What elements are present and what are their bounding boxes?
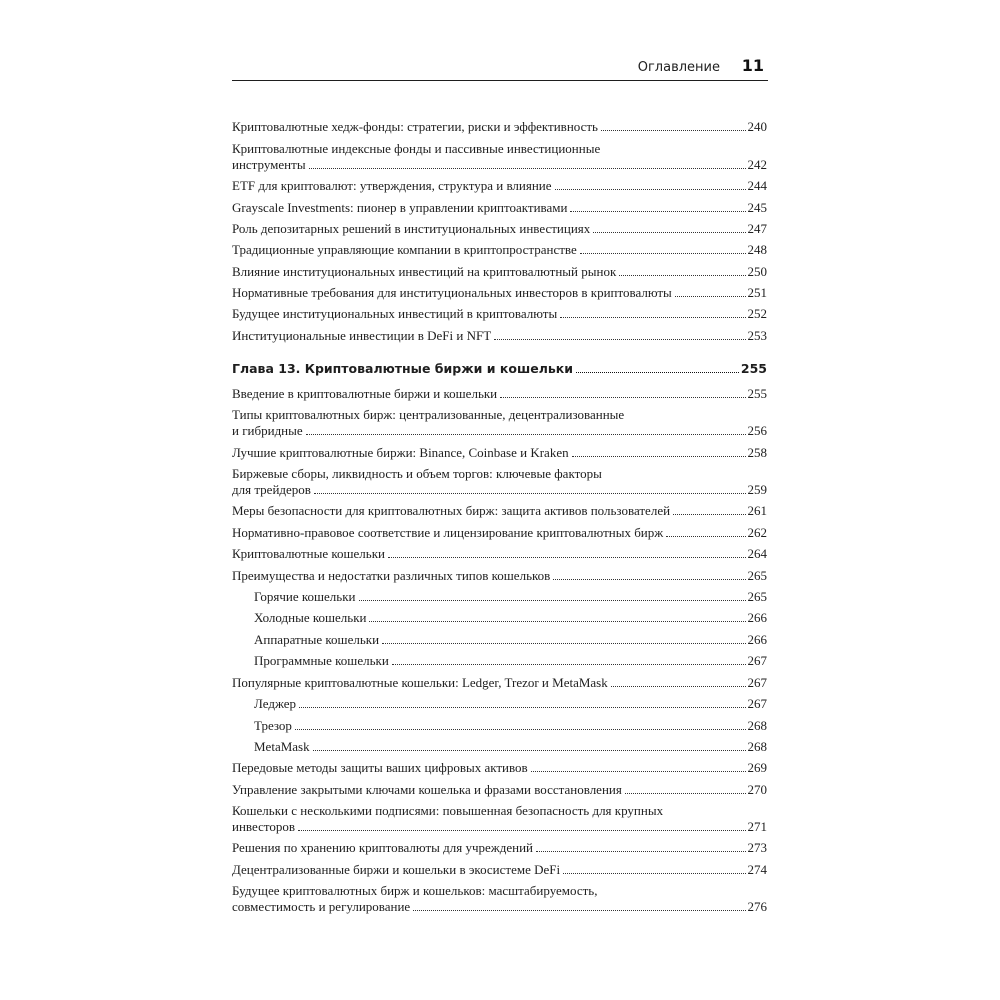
toc-entry-title: Передовые методы защиты ваших цифровых активов xyxy=(232,760,528,775)
toc-page-number: 264 xyxy=(747,546,767,561)
toc-entry-title: Программные кошельки xyxy=(254,653,389,668)
toc-entry xyxy=(232,386,767,402)
toc-entry xyxy=(232,675,767,691)
toc-subentry xyxy=(254,610,767,626)
toc-entry-title: Холодные кошельки xyxy=(254,610,367,625)
dot-leader xyxy=(500,397,745,398)
toc-page-number: 255 xyxy=(747,386,767,401)
dot-leader xyxy=(313,750,746,751)
toc-entry xyxy=(232,840,767,856)
dot-leader xyxy=(619,275,745,276)
toc-entry xyxy=(232,141,767,173)
toc-entry-title: Традиционные управляющие компании в криптопространстве xyxy=(232,242,577,257)
dot-leader xyxy=(580,253,746,254)
toc-page-number: 270 xyxy=(747,782,767,797)
toc-entry-title: Аппаратные кошельки xyxy=(254,632,380,647)
dot-leader xyxy=(593,232,745,233)
dot-leader xyxy=(675,296,746,297)
toc-entry-title: Криптовалютные хедж-фонды: стратегии, риски и эффективность xyxy=(232,119,598,134)
dot-leader xyxy=(572,456,746,457)
toc-page-number: 276 xyxy=(747,899,767,914)
toc-page-number: 253 xyxy=(747,328,767,343)
toc-entry xyxy=(232,264,767,280)
dot-leader xyxy=(298,830,746,831)
toc-entry-title: Популярные криптовалютные кошельки: Ledger, Trezor и MetaMask xyxy=(232,675,608,690)
toc-subentry xyxy=(254,739,767,755)
toc-page-number: 245 xyxy=(747,200,767,215)
toc-page-number: 262 xyxy=(747,525,767,540)
toc-entry-title: совместимость и регулирование xyxy=(232,899,411,914)
dot-leader xyxy=(570,211,745,212)
toc-page-number: 271 xyxy=(747,819,767,834)
toc-subentry xyxy=(254,632,767,648)
toc-page-number: 268 xyxy=(747,739,767,754)
toc-subentry xyxy=(254,718,767,734)
toc-page-number: 256 xyxy=(747,423,767,438)
toc-entry-title: Горячие кошельки xyxy=(254,589,356,604)
toc-entry-title: Grayscale Investments: пионер в управлении криптоактивами xyxy=(232,200,568,215)
toc-entry xyxy=(232,466,767,498)
dot-leader xyxy=(666,536,745,537)
toc-entry xyxy=(232,407,767,439)
toc-entry xyxy=(232,546,767,562)
dot-leader xyxy=(673,514,745,515)
toc-page-number: 268 xyxy=(747,718,767,733)
toc-entry-title: и гибридные xyxy=(232,423,303,438)
toc-entry-title: Криптовалютные кошельки xyxy=(232,546,385,561)
dot-leader xyxy=(309,168,746,169)
toc-page-number: 242 xyxy=(747,157,767,172)
toc-page-number: 252 xyxy=(747,306,767,321)
toc-page-number: 266 xyxy=(747,610,767,625)
toc-page-number: 261 xyxy=(747,503,767,518)
toc-entry xyxy=(232,306,767,322)
toc-entry-title-line: Типы криптовалютных бирж: централизованные, децентрализованные xyxy=(232,407,625,422)
toc-entry xyxy=(232,445,767,461)
toc-page-number: 240 xyxy=(747,119,767,134)
toc-page-number: 273 xyxy=(747,840,767,855)
toc-entry xyxy=(232,503,767,519)
dot-leader xyxy=(555,189,746,190)
toc-entry xyxy=(232,178,767,194)
dot-leader xyxy=(601,130,746,131)
toc-entry-title: Нормативно-правовое соответствие и лицензирование криптовалютных бирж xyxy=(232,525,664,540)
toc-entry-title: Лучшие криптовалютные биржи: Binance, Coinbase и Kraken xyxy=(232,445,569,460)
toc-entry xyxy=(232,221,767,237)
toc-page-number: 259 xyxy=(747,482,767,497)
toc-page-number: 258 xyxy=(747,445,767,460)
dot-leader xyxy=(306,434,746,435)
toc-page-number: 255 xyxy=(740,361,767,376)
dot-leader xyxy=(382,643,745,644)
dot-leader xyxy=(392,664,746,665)
running-header-title: Оглавление xyxy=(637,60,720,75)
toc-entry xyxy=(232,803,767,835)
toc-entry-title: инструменты xyxy=(232,157,306,172)
toc-entry xyxy=(232,119,767,135)
toc-page-number: 267 xyxy=(747,696,767,711)
dot-leader xyxy=(576,372,739,373)
toc-entry xyxy=(232,760,767,776)
running-header xyxy=(232,56,768,81)
toc-entry xyxy=(232,525,767,541)
dot-leader xyxy=(413,910,745,911)
toc-entry-title: Децентрализованные биржи и кошельки в экосистеме DeFi xyxy=(232,862,561,877)
toc-chapter-heading xyxy=(232,361,767,377)
toc-page-number: 267 xyxy=(747,653,767,668)
dot-leader xyxy=(611,686,746,687)
toc-entry-title: Нормативные требования для институциональных инвесторов в криптовалюты xyxy=(232,285,672,300)
toc-entry-title: Управление закрытыми ключами кошелька и фразами восстановления xyxy=(232,782,622,797)
toc-entry xyxy=(232,782,767,798)
dot-leader xyxy=(494,339,745,340)
dot-leader xyxy=(563,873,745,874)
toc-page-number: 267 xyxy=(747,675,767,690)
toc-page-number: 247 xyxy=(747,221,767,236)
toc-entry-title: Введение в криптовалютные биржи и кошельки xyxy=(232,386,498,401)
toc-entry xyxy=(232,568,767,584)
toc-entry-title: Решения по хранению криптовалюты для учреждений xyxy=(232,840,533,855)
toc-page-number: 244 xyxy=(747,178,767,193)
toc-entry-title: Глава 13. Криптовалютные биржи и кошельки xyxy=(232,361,574,376)
toc-entry-title: Будущее институциональных инвестиций в криптовалюты xyxy=(232,306,558,321)
toc-page-number: 274 xyxy=(747,862,767,877)
toc-page-number: 265 xyxy=(747,589,767,604)
toc-entry-title: Преимущества и недостатки различных типов кошельков xyxy=(232,568,551,583)
dot-leader xyxy=(369,621,745,622)
toc-page-number: 250 xyxy=(747,264,767,279)
toc-entry-title: для трейдеров xyxy=(232,482,311,497)
toc-subentry xyxy=(254,653,767,669)
toc-entry-title-line: Кошельки с несколькими подписями: повышенная безопасность для крупных xyxy=(232,803,664,818)
toc-page-number: 265 xyxy=(747,568,767,583)
toc-entry xyxy=(232,862,767,878)
dot-leader xyxy=(553,579,745,580)
toc-entry-title-line: Биржевые сборы, ликвидность и объем торгов: ключевые факторы xyxy=(232,466,602,481)
toc-entry-title: MetaMask xyxy=(254,739,310,754)
toc-page-number: 248 xyxy=(747,242,767,257)
toc-subentry xyxy=(254,589,767,605)
dot-leader xyxy=(625,793,746,794)
toc-entry xyxy=(232,285,767,301)
dot-leader xyxy=(536,851,746,852)
toc-entry-title-line: Криптовалютные индексные фонды и пассивные инвестиционные xyxy=(232,141,601,156)
toc-entry-title: инвесторов xyxy=(232,819,295,834)
dot-leader xyxy=(314,493,746,494)
toc-entry-title: Влияние институциональных инвестиций на криптовалютный рынок xyxy=(232,264,617,279)
toc-entry-title: ETF для криптовалют: утверждения, структура и влияние xyxy=(232,178,552,193)
dot-leader xyxy=(560,317,745,318)
toc-page-number: 251 xyxy=(747,285,767,300)
dot-leader xyxy=(531,771,746,772)
toc-entry-title-line: Будущее криптовалютных бирж и кошельков: масштабируемость, xyxy=(232,883,598,898)
toc-page-number: 266 xyxy=(747,632,767,647)
toc-entry xyxy=(232,883,767,915)
toc-subentry xyxy=(254,696,767,712)
toc-entry-title: Леджер xyxy=(254,696,297,711)
toc-entry xyxy=(232,200,767,216)
toc-entry xyxy=(232,328,767,344)
toc-entry-title: Меры безопасности для криптовалютных бирж: защита активов пользователей xyxy=(232,503,671,518)
toc-entry xyxy=(232,242,767,258)
toc-page-number: 269 xyxy=(747,760,767,775)
dot-leader xyxy=(299,707,745,708)
page-number: 11 xyxy=(741,56,764,75)
toc-entry-title: Трезор xyxy=(254,718,292,733)
dot-leader xyxy=(359,600,746,601)
toc-entry-title: Роль депозитарных решений в институциональных инвестициях xyxy=(232,221,591,236)
dot-leader xyxy=(295,729,746,730)
toc-entry-title: Институциональные инвестиции в DeFi и NFT xyxy=(232,328,492,343)
dot-leader xyxy=(388,557,746,558)
